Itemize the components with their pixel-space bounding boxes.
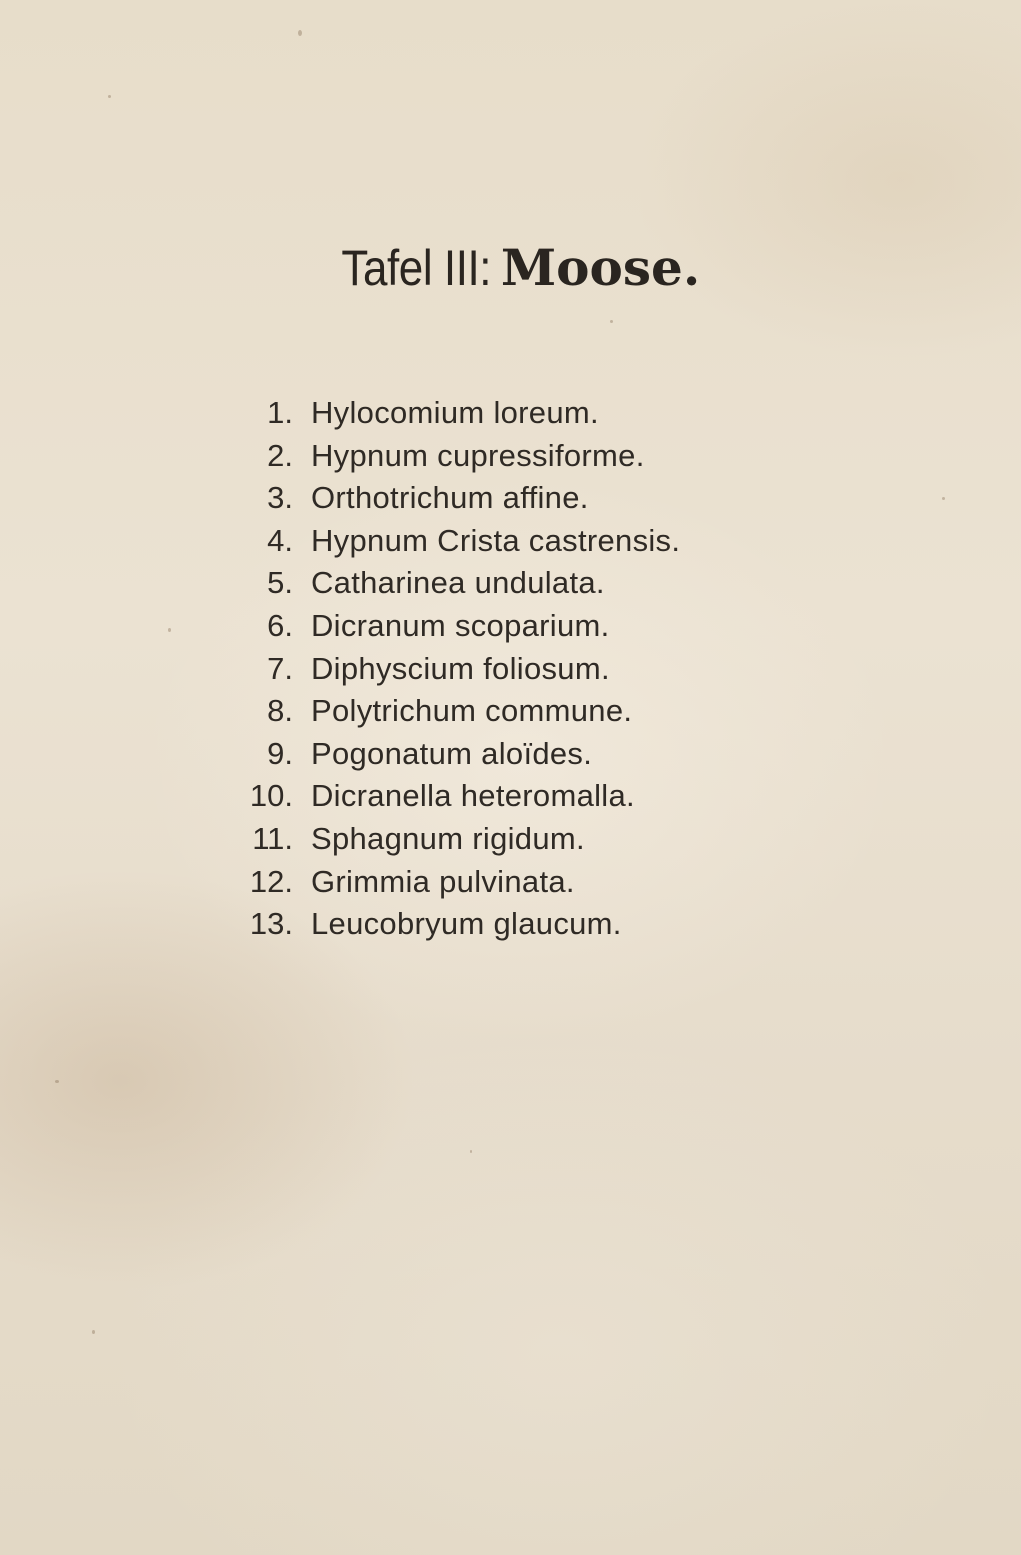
- item-number: 1.: [267, 395, 293, 430]
- item-name: Pogonatum aloïdes.: [311, 735, 593, 771]
- item-number: 3.: [267, 480, 293, 516]
- list-item: [245, 477, 680, 520]
- item-number: 11.: [252, 820, 293, 856]
- foxing-speck: [55, 1080, 59, 1083]
- item-number: 8.: [267, 693, 293, 729]
- item-name: Grimmia pulvinata.: [311, 863, 575, 899]
- foxing-speck: [298, 30, 302, 36]
- item-number: 10.: [249, 778, 293, 814]
- item-name: Hypnum cupressiforme.: [311, 437, 645, 473]
- item-name: Leucobryum glaucum.: [311, 906, 622, 942]
- foxing-speck: [470, 1150, 472, 1153]
- foxing-speck: [942, 497, 945, 500]
- plate-title: [0, 238, 1021, 297]
- list-item: [245, 861, 680, 904]
- list-item: [245, 775, 680, 818]
- foxing-speck: [610, 320, 613, 323]
- list-item: [245, 733, 680, 776]
- item-number: 5.: [267, 565, 293, 601]
- list-item: [245, 392, 680, 435]
- item-name: Sphagnum rigidum.: [311, 820, 585, 856]
- item-name: Hypnum Crista castrensis.: [311, 522, 681, 558]
- list-item: [245, 690, 680, 733]
- item-name: Polytrichum commune.: [311, 693, 633, 729]
- item-name: Dicranella heteromalla.: [311, 778, 635, 814]
- list-item: [245, 648, 680, 691]
- list-item: [245, 435, 680, 478]
- list-item: [245, 818, 680, 861]
- item-number: 6.: [267, 607, 293, 643]
- item-number: 2.: [267, 437, 293, 473]
- list-item: [245, 605, 680, 648]
- list-item: [245, 562, 680, 605]
- item-number: 13.: [249, 906, 293, 942]
- list-item: [245, 903, 680, 946]
- item-name: Catharinea undulata.: [311, 565, 605, 601]
- item-name: Dicranum scoparium.: [311, 607, 610, 643]
- plate-title-subject: Moose.: [500, 238, 701, 297]
- item-number: 7.: [267, 650, 293, 686]
- item-name: Diphyscium foliosum.: [311, 650, 610, 686]
- item-number: 9.: [267, 735, 293, 771]
- item-name: Hylocomium loreum.: [311, 395, 599, 430]
- foxing-speck: [168, 628, 171, 632]
- item-number: 12.: [249, 863, 293, 899]
- item-number: 4.: [267, 522, 293, 558]
- item-name: Orthotrichum affine.: [311, 480, 589, 516]
- list-item: [245, 520, 680, 563]
- foxing-speck: [92, 1330, 95, 1334]
- plate-title-number: Tafel III:: [341, 240, 491, 296]
- foxing-speck: [108, 95, 111, 98]
- species-list: [245, 392, 680, 946]
